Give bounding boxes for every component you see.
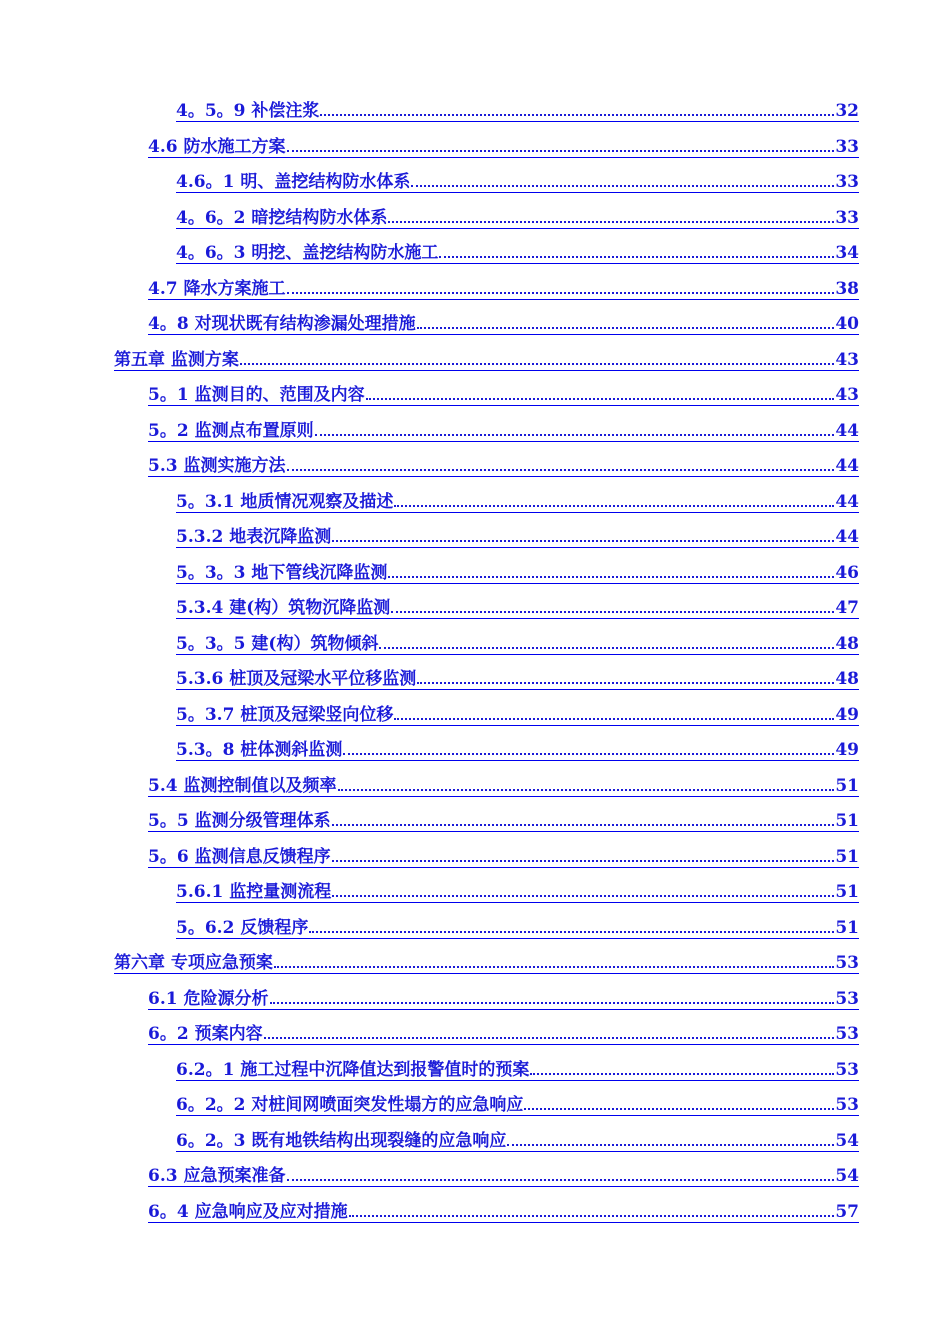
toc-entry-link[interactable] bbox=[0, 1017, 950, 1053]
toc-entry-link[interactable] bbox=[0, 307, 950, 343]
toc-entry-title: 4.6 防水施工方案 bbox=[148, 136, 286, 157]
toc-entry-page-number: 53 bbox=[835, 953, 859, 974]
toc-entry-title: 5。5 监测分级管理体系 bbox=[148, 811, 331, 832]
toc-dot-leader bbox=[507, 1144, 834, 1146]
toc-entry-title: 6.2。1 施工过程中沉降值达到报警值时的预案 bbox=[176, 1059, 530, 1080]
toc-entry-link[interactable] bbox=[0, 485, 950, 521]
toc-entry-link[interactable] bbox=[0, 378, 950, 414]
toc-entry-line bbox=[176, 1095, 859, 1116]
toc-entry-line bbox=[176, 1060, 859, 1081]
toc-entry-title: 4.7 降水方案施工 bbox=[148, 278, 286, 299]
toc-dot-leader bbox=[343, 753, 834, 755]
toc-entry-title: 5.3.4 建(构）筑物沉降监测 bbox=[176, 598, 391, 619]
toc-entry-page-number: 51 bbox=[835, 811, 859, 832]
toc-entry-title: 5.4 监测控制值以及频率 bbox=[148, 775, 337, 796]
toc-entry-page-number: 54 bbox=[835, 1130, 859, 1151]
toc-dot-leader bbox=[332, 540, 834, 542]
toc-entry-title: 6.1 危险源分析 bbox=[148, 988, 269, 1009]
toc-entry-link[interactable] bbox=[0, 130, 950, 166]
toc-entry-title: 5.3.6 桩顶及冠梁水平位移监测 bbox=[176, 669, 417, 690]
toc-dot-leader bbox=[417, 682, 834, 684]
toc-entry-line bbox=[148, 385, 859, 406]
toc-entry-line bbox=[148, 847, 859, 868]
toc-entry-page-number: 57 bbox=[835, 1201, 859, 1222]
toc-entry-page-number: 48 bbox=[835, 669, 859, 690]
toc-entry-title: 4.6。1 明、盖挖结构防水体系 bbox=[176, 172, 411, 193]
toc-dot-leader bbox=[338, 789, 835, 791]
toc-dot-leader bbox=[388, 221, 834, 223]
toc-entry-link[interactable] bbox=[0, 272, 950, 308]
toc-entry-page-number: 32 bbox=[835, 101, 859, 122]
toc-entry-link[interactable] bbox=[0, 982, 950, 1018]
toc-entry-page-number: 49 bbox=[835, 740, 859, 761]
toc-entry-title: 4。5。9 补偿注浆 bbox=[176, 101, 320, 122]
toc-entry-page-number: 44 bbox=[835, 456, 859, 477]
toc-entry-page-number: 33 bbox=[835, 172, 859, 193]
table-of-contents bbox=[0, 94, 950, 1230]
toc-entry-title: 4。6。2 暗挖结构防水体系 bbox=[176, 207, 388, 228]
toc-dot-leader bbox=[320, 114, 834, 116]
toc-entry-line bbox=[176, 563, 859, 584]
toc-entry-link[interactable] bbox=[0, 591, 950, 627]
toc-entry-title: 5。3。3 地下管线沉降监测 bbox=[176, 562, 388, 583]
toc-entry-page-number: 38 bbox=[835, 278, 859, 299]
toc-dot-leader bbox=[524, 1108, 834, 1110]
toc-entry-link[interactable] bbox=[0, 627, 950, 663]
toc-entry-line bbox=[148, 279, 859, 300]
toc-entry-line bbox=[114, 350, 859, 371]
toc-entry-link[interactable] bbox=[0, 1124, 950, 1160]
toc-entry-page-number: 51 bbox=[835, 917, 859, 938]
toc-entry-page-number: 54 bbox=[835, 1166, 859, 1187]
toc-entry-line bbox=[176, 101, 859, 122]
toc-entry-line bbox=[148, 1166, 859, 1187]
toc-entry-link[interactable] bbox=[0, 1053, 950, 1089]
toc-entry-page-number: 33 bbox=[835, 207, 859, 228]
toc-entry-page-number: 47 bbox=[835, 598, 859, 619]
toc-entry-line bbox=[176, 172, 859, 193]
toc-entry-title: 4。6。3 明挖、盖挖结构防水施工 bbox=[176, 243, 439, 264]
toc-entry-line bbox=[176, 918, 859, 939]
toc-dot-leader bbox=[287, 1179, 835, 1181]
toc-entry-link[interactable] bbox=[0, 414, 950, 450]
toc-dot-leader bbox=[287, 292, 835, 294]
toc-dot-leader bbox=[530, 1073, 834, 1075]
toc-entry-title: 5。1 监测目的、范围及内容 bbox=[148, 385, 365, 406]
toc-entry-line bbox=[176, 740, 859, 761]
toc-entry-line bbox=[148, 776, 859, 797]
toc-dot-leader bbox=[366, 398, 835, 400]
toc-dot-leader bbox=[315, 434, 835, 436]
toc-entry-line bbox=[148, 989, 859, 1010]
toc-entry-title: 第五章 监测方案 bbox=[114, 349, 239, 370]
toc-entry-link[interactable] bbox=[0, 520, 950, 556]
toc-entry-line bbox=[176, 527, 859, 548]
toc-entry-line bbox=[176, 705, 859, 726]
toc-entry-title: 6。2 预案内容 bbox=[148, 1024, 263, 1045]
toc-entry-line bbox=[148, 137, 859, 158]
toc-entry-link[interactable] bbox=[0, 733, 950, 769]
toc-entry-line bbox=[148, 1024, 859, 1045]
toc-entry-line bbox=[176, 598, 859, 619]
toc-entry-page-number: 44 bbox=[835, 491, 859, 512]
toc-entry-line bbox=[176, 882, 859, 903]
toc-dot-leader bbox=[388, 576, 834, 578]
toc-entry-link[interactable] bbox=[0, 840, 950, 876]
toc-entry-line bbox=[176, 1131, 859, 1152]
toc-dot-leader bbox=[379, 647, 834, 649]
toc-entry-link[interactable] bbox=[0, 236, 950, 272]
toc-entry-title: 5。3.1 地质情况观察及描述 bbox=[176, 491, 394, 512]
toc-entry-link[interactable] bbox=[0, 1159, 950, 1195]
toc-entry-link[interactable] bbox=[0, 804, 950, 840]
toc-entry-line bbox=[148, 314, 859, 335]
toc-dot-leader bbox=[274, 966, 834, 968]
toc-dot-leader bbox=[287, 469, 835, 471]
toc-entry-page-number: 34 bbox=[835, 243, 859, 264]
toc-entry-page-number: 53 bbox=[835, 1095, 859, 1116]
toc-entry-title: 6。4 应急响应及应对措施 bbox=[148, 1201, 348, 1222]
toc-dot-leader bbox=[332, 860, 835, 862]
toc-entry-link[interactable] bbox=[0, 875, 950, 911]
toc-entry-page-number: 43 bbox=[835, 349, 859, 370]
toc-entry-title: 5.3。8 桩体测斜监测 bbox=[176, 740, 343, 761]
toc-entry-line bbox=[148, 456, 859, 477]
toc-entry-page-number: 49 bbox=[835, 704, 859, 725]
toc-entry-link[interactable] bbox=[0, 1195, 950, 1231]
toc-dot-leader bbox=[332, 824, 835, 826]
toc-entry-page-number: 48 bbox=[835, 633, 859, 654]
toc-entry-title: 5。2 监测点布置原则 bbox=[148, 420, 314, 441]
toc-entry-link[interactable] bbox=[0, 343, 950, 379]
toc-entry-link[interactable] bbox=[0, 662, 950, 698]
toc-entry-link[interactable] bbox=[0, 1088, 950, 1124]
toc-dot-leader bbox=[417, 327, 835, 329]
toc-entry-page-number: 53 bbox=[835, 988, 859, 1009]
toc-entry-page-number: 40 bbox=[835, 314, 859, 335]
toc-entry-link[interactable] bbox=[0, 556, 950, 592]
toc-dot-leader bbox=[332, 895, 834, 897]
toc-entry-link[interactable] bbox=[0, 449, 950, 485]
toc-entry-link[interactable] bbox=[0, 201, 950, 237]
toc-entry-link[interactable] bbox=[0, 94, 950, 130]
toc-entry-title: 6。2。2 对桩间网喷面突发性塌方的应急响应 bbox=[176, 1095, 524, 1116]
toc-entry-page-number: 51 bbox=[835, 775, 859, 796]
toc-entry-title: 5。3.7 桩顶及冠梁竖向位移 bbox=[176, 704, 394, 725]
toc-entry-page-number: 33 bbox=[835, 136, 859, 157]
toc-dot-leader bbox=[270, 1002, 835, 1004]
toc-dot-leader bbox=[264, 1037, 835, 1039]
toc-dot-leader bbox=[439, 256, 834, 258]
toc-dot-leader bbox=[411, 185, 834, 187]
toc-entry-title: 5。3。5 建(构）筑物倾斜 bbox=[176, 633, 379, 654]
toc-entry-line bbox=[176, 492, 859, 513]
toc-entry-page-number: 46 bbox=[835, 562, 859, 583]
toc-entry-line bbox=[148, 421, 859, 442]
toc-entry-link[interactable] bbox=[0, 911, 950, 947]
toc-entry-title: 4。8 对现状既有结构渗漏处理措施 bbox=[148, 314, 416, 335]
toc-entry-page-number: 44 bbox=[835, 420, 859, 441]
toc-entry-page-number: 51 bbox=[835, 882, 859, 903]
toc-dot-leader bbox=[394, 718, 834, 720]
toc-dot-leader bbox=[394, 505, 834, 507]
toc-entry-link[interactable] bbox=[0, 946, 950, 982]
toc-entry-link[interactable] bbox=[0, 698, 950, 734]
toc-entry-title: 5。6.2 反馈程序 bbox=[176, 917, 309, 938]
toc-entry-line bbox=[176, 208, 859, 229]
toc-dot-leader bbox=[287, 150, 835, 152]
toc-entry-page-number: 53 bbox=[835, 1024, 859, 1045]
toc-dot-leader bbox=[349, 1215, 835, 1217]
toc-entry-link[interactable] bbox=[0, 769, 950, 805]
toc-dot-leader bbox=[309, 931, 834, 933]
toc-entry-page-number: 51 bbox=[835, 846, 859, 867]
toc-entry-title: 第六章 专项应急预案 bbox=[114, 953, 273, 974]
toc-entry-page-number: 43 bbox=[835, 385, 859, 406]
toc-entry-line bbox=[148, 1202, 859, 1223]
toc-entry-line bbox=[176, 243, 859, 264]
toc-entry-line bbox=[176, 669, 859, 690]
toc-entry-line bbox=[114, 953, 859, 974]
toc-entry-title: 5.6.1 监控量测流程 bbox=[176, 882, 332, 903]
toc-entry-page-number: 53 bbox=[835, 1059, 859, 1080]
toc-entry-title: 5。6 监测信息反馈程序 bbox=[148, 846, 331, 867]
toc-entry-title: 5.3.2 地表沉降监测 bbox=[176, 527, 332, 548]
toc-entry-line bbox=[176, 634, 859, 655]
toc-dot-leader bbox=[240, 363, 834, 365]
toc-entry-link[interactable] bbox=[0, 165, 950, 201]
toc-dot-leader bbox=[391, 611, 834, 613]
toc-entry-title: 6。2。3 既有地铁结构出现裂缝的应急响应 bbox=[176, 1130, 507, 1151]
toc-entry-title: 6.3 应急预案准备 bbox=[148, 1166, 286, 1187]
toc-entry-page-number: 44 bbox=[835, 527, 859, 548]
toc-entry-title: 5.3 监测实施方法 bbox=[148, 456, 286, 477]
toc-entry-line bbox=[148, 811, 859, 832]
